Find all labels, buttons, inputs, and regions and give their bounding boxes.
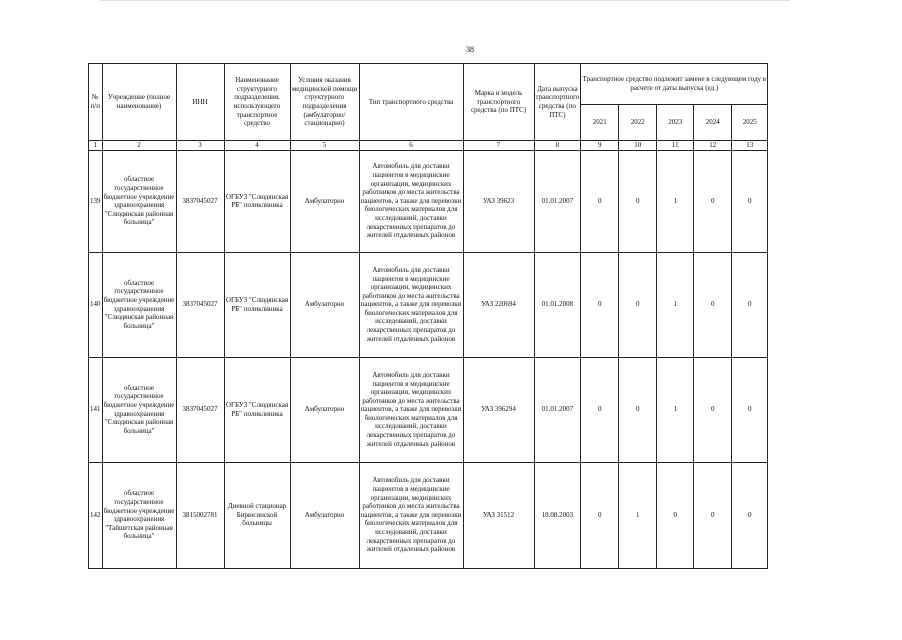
year-2025-cell: 0: [732, 252, 768, 357]
vehicle-model-cell: УАЗ 220694: [463, 252, 534, 357]
institution-cell: областное государственное бюджетное учреждение здравоохранения "Слюдянская районная больница": [102, 150, 176, 252]
column-number: 6: [359, 141, 463, 151]
row-number: 141: [89, 357, 103, 462]
column-number: 5: [290, 141, 359, 151]
institution-cell: областное государственное бюджетное учреждение здравоохранения "Тайшетская районная больница": [102, 462, 176, 568]
conditions-cell: Амбулаторно: [290, 462, 359, 568]
year-2024-cell: 0: [694, 357, 732, 462]
year-2021-cell: 0: [581, 357, 619, 462]
year-2022-cell: 1: [619, 462, 657, 568]
year-2022-cell: 0: [619, 252, 657, 357]
year-2021-cell: 0: [581, 150, 619, 252]
year-2023-cell: 1: [657, 357, 694, 462]
subdivision-cell: ОГБУЗ "Слюдянская РБ" поликлиника: [224, 252, 290, 357]
column-number-row: [89, 141, 768, 151]
row-number: 140: [89, 252, 103, 357]
release-date-cell: 18.08.2003: [534, 462, 581, 568]
header-institution: Учреждение (полное наименование): [102, 64, 176, 141]
table-row: [89, 357, 768, 462]
header-inn: ИНН: [176, 64, 224, 141]
inn-cell: 3837045027: [176, 252, 224, 357]
header-year-2023: 2023: [657, 104, 694, 140]
inn-cell: 3837045027: [176, 150, 224, 252]
page-number: 38: [466, 45, 474, 54]
row-number: 142: [89, 462, 103, 568]
institution-cell: областное государственное бюджетное учреждение здравоохранения "Слюдянская районная больница": [102, 252, 176, 357]
subdivision-cell: Дневной стационар Бирюсинской больницы: [224, 462, 290, 568]
header-num: № п/п: [89, 64, 103, 141]
release-date-cell: 01.01.2008: [534, 252, 581, 357]
year-2022-cell: 0: [619, 357, 657, 462]
year-2025-cell: 0: [732, 150, 768, 252]
vehicle-model-cell: УАЗ 31512: [463, 462, 534, 568]
inn-cell: 3837045027: [176, 357, 224, 462]
vehicle-type-cell: Автомобиль для доставки пациентов в медицинские организации, медицинских работников до места жительства пациентов, а также для перевозки биологических материалов для исследований, доставки лекарственных препаратов до жителей отдаленных районов: [359, 252, 463, 357]
subdivision-cell: ОГБУЗ "Слюдянская РБ" поликлиника: [224, 150, 290, 252]
year-2023-cell: 0: [657, 462, 694, 568]
year-2024-cell: 0: [694, 150, 732, 252]
year-2021-cell: 0: [581, 252, 619, 357]
table-row: [89, 462, 768, 568]
release-date-cell: 01.01.2007: [534, 150, 581, 252]
subdivision-cell: ОГБУЗ "Слюдянская РБ" поликлиника: [224, 357, 290, 462]
header-year-2024: 2024: [694, 104, 732, 140]
table-row: [89, 252, 768, 357]
year-2023-cell: 1: [657, 150, 694, 252]
column-number: 10: [619, 141, 657, 151]
conditions-cell: Амбулаторно: [290, 150, 359, 252]
column-number: 9: [581, 141, 619, 151]
header-year-2021: 2021: [581, 104, 619, 140]
year-2024-cell: 0: [694, 462, 732, 568]
vehicle-table: [88, 63, 768, 569]
column-number: 8: [534, 141, 581, 151]
column-number: 7: [463, 141, 534, 151]
year-2022-cell: 0: [619, 150, 657, 252]
header-vehicle-model: Марка и модель транспортного средства (по ПТС): [463, 64, 534, 141]
vehicle-type-cell: Автомобиль для доставки пациентов в медицинские организации, медицинских работников до места жительства пациентов, а также для перевозки биологических материалов для исследований, доставки лекарственных препаратов до жителей отдаленных районов: [359, 462, 463, 568]
header-replacement: Транспортное средство подлежит замене в следующем году в расчете от даты выпуска (ед.): [581, 64, 768, 105]
scan-edge-line: [100, 0, 790, 1]
year-2023-cell: 1: [657, 252, 694, 357]
conditions-cell: Амбулаторно: [290, 252, 359, 357]
year-2021-cell: 0: [581, 462, 619, 568]
header-subdivision: Наименование структурного подразделения, использующего транспортное средство: [224, 64, 290, 141]
row-number: 139: [89, 150, 103, 252]
institution-cell: областное государственное бюджетное учреждение здравоохранения "Слюдянская районная больница": [102, 357, 176, 462]
release-date-cell: 01.01.2007: [534, 357, 581, 462]
header-year-2025: 2025: [732, 104, 768, 140]
year-2025-cell: 0: [732, 357, 768, 462]
header-year-2022: 2022: [619, 104, 657, 140]
column-number: 1: [89, 141, 103, 151]
vehicle-model-cell: УАЗ 39623: [463, 150, 534, 252]
header-vehicle-type: Тип транспортного средства: [359, 64, 463, 141]
header-release-date: Дата выпуска транспортного средства (по ПТС): [534, 64, 581, 141]
inn-cell: 3815002781: [176, 462, 224, 568]
table-row: [89, 150, 768, 252]
column-number: 12: [694, 141, 732, 151]
column-number: 11: [657, 141, 694, 151]
column-number: 4: [224, 141, 290, 151]
column-number: 2: [102, 141, 176, 151]
column-number: 3: [176, 141, 224, 151]
vehicle-model-cell: УАЗ 396294: [463, 357, 534, 462]
vehicle-type-cell: Автомобиль для доставки пациентов в медицинские организации, медицинских работников до места жительства пациентов, а также для перевозки биологических материалов для исследований, доставки лекарственных препаратов до жителей отдаленных районов: [359, 150, 463, 252]
column-number: 13: [732, 141, 768, 151]
conditions-cell: Амбулаторно: [290, 357, 359, 462]
year-2024-cell: 0: [694, 252, 732, 357]
year-2025-cell: 0: [732, 462, 768, 568]
header-conditions: Условия оказания медицинской помощи структурного подразделения (амбулаторно/ стационарно): [290, 64, 359, 141]
vehicle-type-cell: Автомобиль для доставки пациентов в медицинские организации, медицинских работников до места жительства пациентов, а также для перевозки биологических материалов для исследований, доставки лекарственных препаратов до жителей отдаленных районов: [359, 357, 463, 462]
